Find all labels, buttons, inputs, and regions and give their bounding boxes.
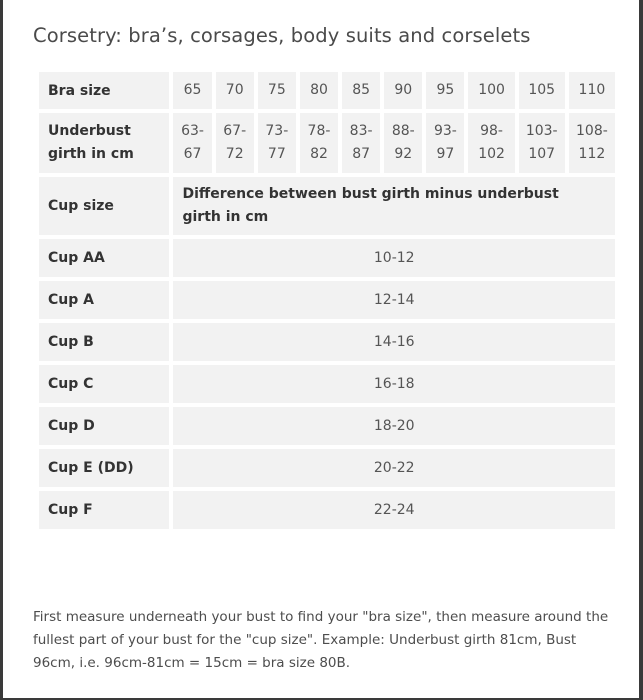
- underbust-to: 82: [310, 146, 328, 162]
- cup-label: Cup E (DD): [39, 449, 169, 487]
- underbust-cell: [569, 113, 615, 173]
- underbust-from: 63-: [181, 123, 204, 139]
- bra-size-cell: 95: [426, 72, 464, 109]
- underbust-to: 72: [225, 146, 244, 162]
- bra-size-cell: 75: [258, 72, 296, 109]
- measurement-instructions: First measure underneath your bust to find your "bra size", then measure around the fullest part of your bust for the "cup size". Example: Underbust girth 81cm, Bust 96cm, i.e. 96cm-81cm = 15cm = bra size 80B.: [33, 609, 609, 671]
- underbust-cell: [468, 113, 514, 173]
- cup-range: 14-16: [173, 323, 615, 361]
- underbust-to: 87: [352, 146, 371, 162]
- cup-row: [39, 491, 615, 529]
- cup-range: 10-12: [173, 239, 615, 277]
- underbust-cell: [426, 113, 464, 173]
- cup-label: Cup C: [39, 365, 169, 403]
- cup-label: Cup D: [39, 407, 169, 445]
- bra-size-cell: 85: [342, 72, 380, 109]
- cup-range: 12-14: [173, 281, 615, 319]
- underbust-to: 97: [436, 146, 455, 162]
- underbust-to: 107: [528, 146, 556, 162]
- cup-range: 18-20: [173, 407, 615, 445]
- underbust-from: 78-: [307, 123, 331, 139]
- bra-size-cell: 110: [569, 72, 615, 109]
- underbust-cell: [384, 113, 422, 173]
- bra-size-cell: 65: [173, 72, 211, 109]
- cup-label: Cup F: [39, 491, 169, 529]
- underbust-cell: [300, 113, 338, 173]
- cup-row: [39, 323, 615, 361]
- cup-row: [39, 407, 615, 445]
- underbust-from: 73-: [265, 123, 289, 139]
- underbust-cell: [342, 113, 380, 173]
- underbust-label: Underbust girth in cm: [39, 113, 169, 173]
- cup-size-label: Cup size: [39, 177, 169, 235]
- cup-row: [39, 281, 615, 319]
- bra-size-label: Bra size: [39, 72, 169, 109]
- cup-size-header-row: [39, 177, 615, 235]
- underbust-from: 93-: [433, 123, 457, 139]
- size-chart-sheet: [3, 0, 639, 698]
- bra-size-cell: 105: [519, 72, 565, 109]
- underbust-from: 88-: [391, 123, 415, 139]
- underbust-to: 92: [394, 146, 413, 162]
- page-title: Corsetry: bra’s, corsages, body suits and corselets: [33, 24, 531, 47]
- underbust-to: 67: [183, 146, 202, 162]
- size-table: [35, 68, 619, 533]
- underbust-cell: [519, 113, 565, 173]
- underbust-to: 102: [478, 146, 505, 162]
- underbust-to: 112: [578, 146, 606, 162]
- cup-row: [39, 365, 615, 403]
- underbust-from: 83-: [349, 123, 373, 139]
- underbust-cell: [216, 113, 254, 173]
- underbust-cell: [173, 113, 211, 173]
- cup-range: 22-24: [173, 491, 615, 529]
- underbust-cell: [258, 113, 296, 173]
- cup-row: [39, 239, 615, 277]
- bra-size-cell: 70: [216, 72, 254, 109]
- cup-label: Cup AA: [39, 239, 169, 277]
- cup-label: Cup A: [39, 281, 169, 319]
- cup-row: [39, 449, 615, 487]
- underbust-row: [39, 113, 615, 173]
- underbust-from: 98-: [480, 123, 503, 139]
- underbust-to: 77: [267, 146, 286, 162]
- underbust-from: 103-: [525, 123, 558, 139]
- bra-size-row: [39, 72, 615, 109]
- cup-range: 16-18: [173, 365, 615, 403]
- cup-label: Cup B: [39, 323, 169, 361]
- bra-size-cell: 90: [384, 72, 422, 109]
- underbust-from: 67-: [223, 123, 247, 139]
- bra-size-cell: 80: [300, 72, 338, 109]
- difference-header: Difference between bust girth minus underbust girth in cm: [173, 177, 615, 235]
- bra-size-cell: 100: [468, 72, 514, 109]
- cup-range: 20-22: [173, 449, 615, 487]
- underbust-from: 108-: [576, 123, 608, 139]
